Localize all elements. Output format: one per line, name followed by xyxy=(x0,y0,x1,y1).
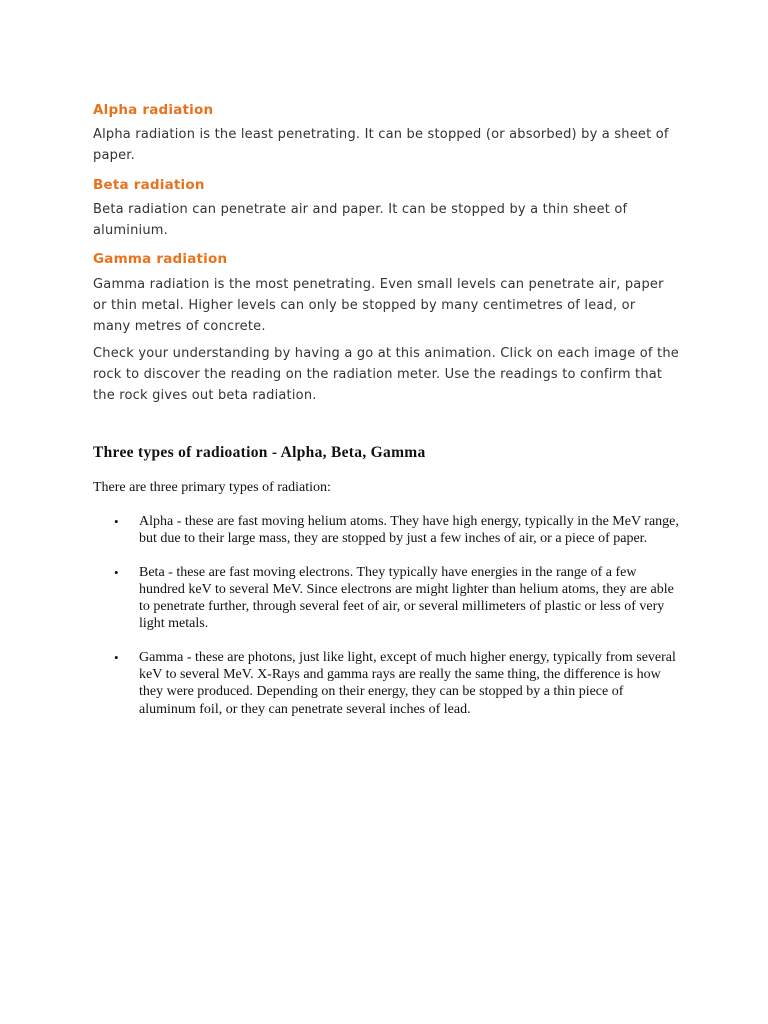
check-understanding-text: Check your understanding by having a go at this animation. Click on each image of the rock to discover the reading on the radiation meter. Use the readings to confirm that the rock gives out beta radiation. xyxy=(93,346,679,403)
list-item-alpha xyxy=(93,513,679,548)
beta-radiation-text: Beta radiation can penetrate air and paper. It can be stopped by a thin sheet of aluminium. xyxy=(93,202,628,238)
gamma-radiation-heading: Gamma radiation xyxy=(93,251,228,267)
three-types-heading: Three types of radioation - Alpha, Beta, Gamma xyxy=(93,444,426,461)
alpha-radiation-heading: Alpha radiation xyxy=(93,102,214,118)
radiation-types-list xyxy=(93,513,679,718)
bullet-icon: • xyxy=(114,564,119,580)
intro-text: There are three primary types of radiation: xyxy=(93,480,331,495)
list-item-text: Beta - these are fast moving electrons. They typically have energies in the range of a few hundred keV to several MeV. Since electrons are might lighter than helium atoms, they are able to penetrate further, through several feet of air, or several millimeters of plastic or less of very light metals. xyxy=(139,564,674,632)
alpha-radiation-text: Alpha radiation is the least penetrating. It can be stopped (or absorbed) by a sheet of paper. xyxy=(93,127,669,163)
gamma-radiation-text: Gamma radiation is the most penetrating. Even small levels can penetrate air, paper or thin metal. Higher levels can only be stopped by many centimetres of lead, or many metres of concrete. xyxy=(93,277,664,334)
beta-radiation-heading: Beta radiation xyxy=(93,177,205,193)
bullet-icon: • xyxy=(114,649,119,665)
list-item-beta xyxy=(93,564,679,633)
list-item-text: Alpha - these are fast moving helium atoms. They have high energy, typically in the MeV range, but due to their large mass, they are stopped by just a few inches of air, or a piece of paper. xyxy=(139,514,679,547)
bullet-icon: • xyxy=(114,514,119,529)
list-item-text: Gamma - these are photons, just like light, except of much higher energy, typically from several keV to several MeV. X-Rays and gamma rays are really the same thing, the difference is how they were produced. Depending on their energy, they can be stopped by a thin piece of aluminum foil, or they can penetrate several inches of lead. xyxy=(139,649,676,717)
list-item-gamma xyxy=(93,649,679,718)
